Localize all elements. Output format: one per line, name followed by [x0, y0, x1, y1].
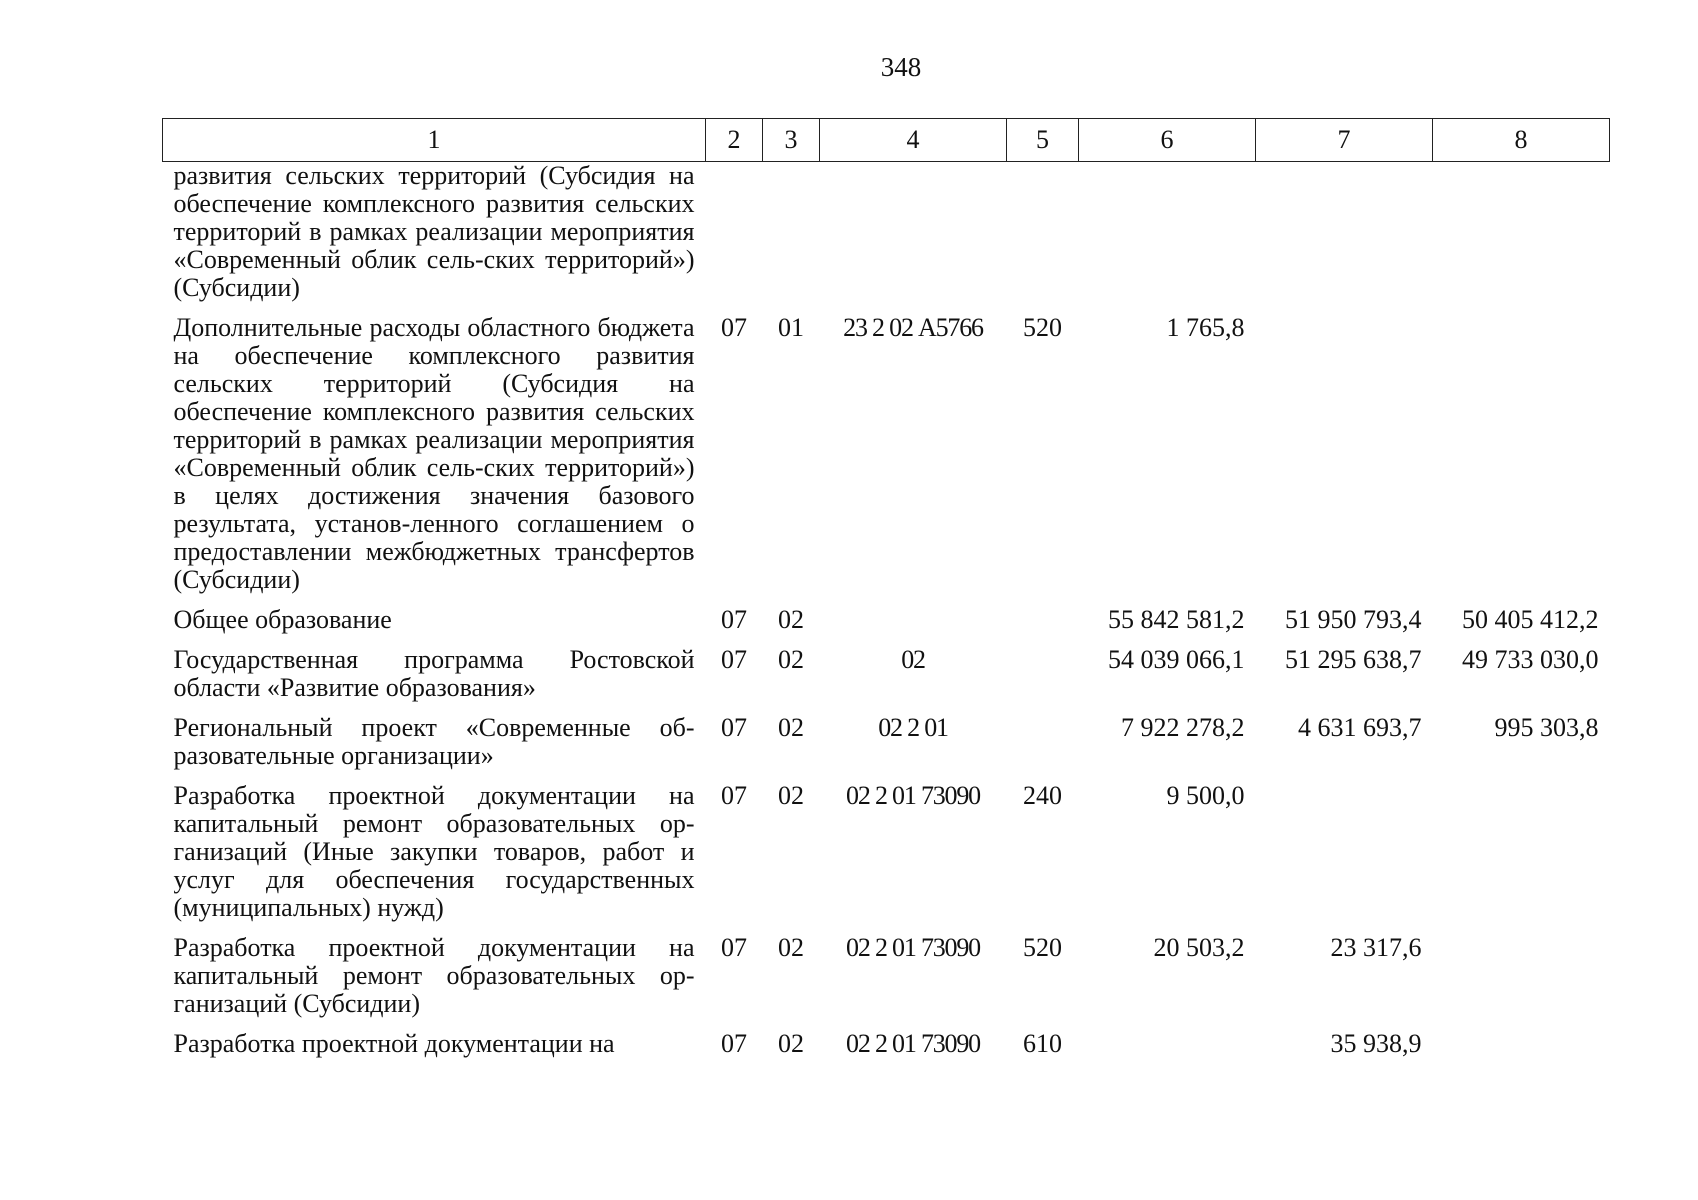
table-row [163, 162, 1610, 315]
row-subsection: 02 [778, 781, 804, 810]
row-expense-type [1007, 606, 1079, 646]
row-name: Дополнительные расходы областного бюджета на обеспечение комплексного развития сельских территорий (Субсидия на обеспечение комплексного развития сельских территорий в рамках реализации мероприятия «Современный облик сель-ских территорий») в целях достижения значения базового результата, установ-ленного соглашением о предоставлении межбюджетных трансфертов (Субсидии) [173, 313, 695, 594]
row-value-col7: 51 295 638,7 [1285, 645, 1422, 674]
row-subsection [763, 162, 820, 315]
table-row [163, 934, 1610, 1030]
row-target-article: 02 2 01 73090 [846, 933, 980, 962]
row-value-col6: 20 503,2 [1153, 933, 1245, 962]
table-row [163, 646, 1610, 714]
row-value-col8 [1433, 782, 1610, 934]
row-section: 07 [721, 645, 747, 674]
row-section: 07 [721, 781, 747, 810]
row-subsection: 02 [778, 645, 804, 674]
column-header-6: 6 [1079, 119, 1256, 162]
row-expense-type [1007, 162, 1079, 315]
row-value-col7 [1256, 314, 1433, 606]
row-value-col7: 23 317,6 [1330, 933, 1422, 962]
row-target-article: 23 2 02 А5766 [843, 313, 983, 342]
row-value-col8: 50 405 412,2 [1462, 605, 1599, 634]
row-value-col6 [1079, 1030, 1256, 1070]
table-header-row [163, 119, 1610, 162]
column-header-8: 8 [1433, 119, 1610, 162]
row-value-col8 [1433, 934, 1610, 1030]
row-expense-type: 520 [1023, 313, 1062, 342]
row-value-col8 [1433, 314, 1610, 606]
row-value-col7 [1256, 162, 1433, 315]
column-header-4: 4 [820, 119, 1007, 162]
row-subsection: 02 [778, 933, 804, 962]
row-value-col6: 55 842 581,2 [1108, 605, 1245, 634]
row-section: 07 [721, 1029, 747, 1058]
table-row [163, 714, 1610, 782]
row-expense-type [1007, 714, 1079, 782]
column-header-5: 5 [1007, 119, 1079, 162]
row-value-col6: 7 922 278,2 [1121, 713, 1245, 742]
row-value-col8 [1433, 1030, 1610, 1070]
row-value-col8: 995 303,8 [1494, 713, 1599, 742]
row-name: Региональный проект «Современные об-разовательные организации» [173, 713, 695, 770]
row-expense-type: 240 [1023, 781, 1062, 810]
row-value-col8 [1433, 162, 1610, 315]
row-value-col7: 35 938,9 [1330, 1029, 1422, 1058]
table-row [163, 1030, 1610, 1070]
row-value-col7: 51 950 793,4 [1285, 605, 1422, 634]
row-value-col6: 1 765,8 [1166, 313, 1245, 342]
table-row [163, 606, 1610, 646]
row-section: 07 [721, 313, 747, 342]
row-value-col6: 9 500,0 [1166, 781, 1245, 810]
table-row [163, 782, 1610, 934]
row-expense-type: 610 [1023, 1029, 1062, 1058]
row-name: Государственная программа Ростовской области «Развитие образования» [173, 645, 695, 702]
column-header-1: 1 [163, 119, 706, 162]
row-name: развития сельских территорий (Субсидия на обеспечение комплексного развития сельских территорий в рамках реализации мероприятия «Современный облик сель-ских территорий») (Субсидии) [173, 161, 695, 302]
column-header-2: 2 [706, 119, 763, 162]
row-subsection: 02 [778, 605, 804, 634]
row-section: 07 [721, 605, 747, 634]
row-target-article [820, 162, 1007, 315]
column-header-7: 7 [1256, 119, 1433, 162]
row-value-col7: 4 631 693,7 [1298, 713, 1422, 742]
row-target-article: 02 2 01 73090 [846, 1029, 980, 1058]
row-value-col6: 54 039 066,1 [1108, 645, 1245, 674]
row-value-col8: 49 733 030,0 [1462, 645, 1599, 674]
row-section: 07 [721, 933, 747, 962]
row-subsection: 01 [778, 313, 804, 342]
row-value-col6 [1079, 162, 1256, 315]
row-name: Разработка проектной документации на капитальный ремонт образовательных ор-ганизаций (Субсидии) [173, 933, 695, 1018]
row-subsection: 02 [778, 1029, 804, 1058]
page-number: 348 [880, 52, 922, 82]
row-name: Разработка проектной документации на [173, 1029, 615, 1058]
row-name: Общее образование [173, 605, 392, 634]
row-target-article [820, 606, 1007, 646]
row-target-article: 02 2 01 [878, 713, 948, 742]
row-name: Разработка проектной документации на капитальный ремонт образовательных ор-ганизаций (Иные закупки товаров, работ и услуг для обеспечения государственных (муниципальных) нужд) [173, 781, 695, 922]
budget-table [162, 118, 1610, 1070]
row-expense-type [1007, 646, 1079, 714]
row-subsection: 02 [778, 713, 804, 742]
row-section [706, 162, 763, 315]
column-header-3: 3 [763, 119, 820, 162]
row-section: 07 [721, 713, 747, 742]
table-row [163, 314, 1610, 606]
row-expense-type: 520 [1023, 933, 1062, 962]
row-value-col7 [1256, 782, 1433, 934]
row-target-article: 02 [901, 645, 925, 674]
row-target-article: 02 2 01 73090 [846, 781, 980, 810]
